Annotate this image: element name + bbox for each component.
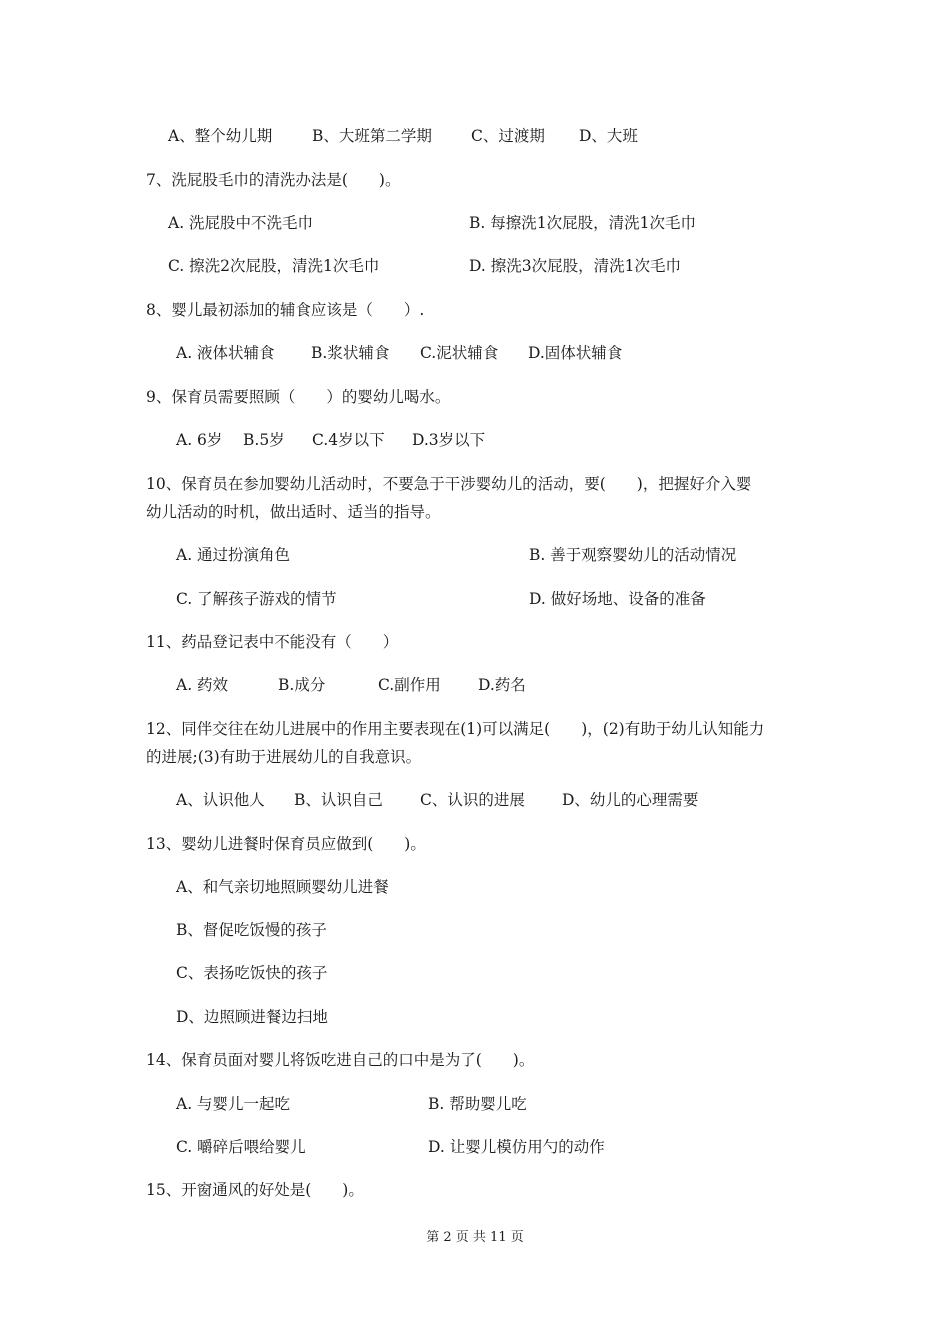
q13-option-a: A、和气亲切地照顾婴幼儿进餐 (176, 878, 389, 896)
q9-option-c: C.4岁以下 (312, 431, 385, 449)
q12-stem-line1: 12、同伴交往在幼儿进展中的作用主要表现在(1)可以满足( )，(2)有助于幼儿认知能力 (146, 720, 765, 738)
q8-option-a: A. 液体状辅食 (176, 344, 275, 362)
page-number-footer: 第 2 页 共 11 页 (426, 1230, 524, 1245)
q10-option-d: D. 做好场地、设备的准备 (529, 590, 706, 608)
q6-option-d: D、大班 (579, 127, 638, 145)
q15-stem: 15、开窗通风的好处是( )。 (146, 1181, 364, 1199)
q14-option-c: C. 嚼碎后喂给婴儿 (176, 1138, 306, 1156)
q9-option-a: A. 6岁 (176, 431, 223, 449)
q10-stem-line2: 幼儿活动的时机，做出适时、适当的指导。 (146, 503, 441, 521)
q12-option-d: D、幼儿的心理需要 (562, 791, 699, 809)
q13-stem: 13、婴幼儿进餐时保育员应做到( )。 (146, 835, 426, 853)
q14-stem: 14、保育员面对婴儿将饭吃进自己的口中是为了( )。 (146, 1051, 535, 1069)
q12-option-b: B、认识自己 (294, 791, 383, 809)
q9-stem: 9、保育员需要照顾（ ）的婴幼儿喝水。 (146, 388, 451, 406)
q8-option-c: C.泥状辅食 (420, 344, 499, 362)
q11-option-d: D.药名 (478, 676, 526, 694)
q11-option-b: B.成分 (278, 676, 326, 694)
q6-option-a: A、整个幼儿期 (168, 127, 273, 145)
q14-option-a: A. 与婴儿一起吃 (176, 1095, 291, 1113)
q6-option-c: C、过渡期 (471, 127, 545, 145)
q12-option-c: C、认识的进展 (420, 791, 525, 809)
q12-stem-line2: 的进展;(3)有助于进展幼儿的自我意识。 (146, 748, 422, 766)
q10-option-a: A. 通过扮演角色 (176, 546, 291, 564)
q7-option-a: A. 洗屁股中不洗毛巾 (168, 214, 314, 232)
q7-option-d: D. 擦洗3次屁股，清洗1次毛巾 (469, 257, 681, 275)
q9-option-d: D.3岁以下 (412, 431, 486, 449)
q10-option-c: C. 了解孩子游戏的情节 (176, 590, 337, 608)
q10-stem-line1: 10、保育员在参加婴幼儿活动时，不要急于干涉婴幼儿的活动，要( )，把握好介入婴 (146, 475, 752, 493)
q10-option-b: B. 善于观察婴幼儿的活动情况 (529, 546, 737, 564)
q12-option-a: A、认识他人 (176, 791, 265, 809)
q8-option-b: B.浆状辅食 (311, 344, 390, 362)
q7-option-b: B. 每擦洗1次屁股，清洗1次毛巾 (469, 214, 696, 232)
q14-option-d: D. 让婴儿模仿用勺的动作 (428, 1138, 605, 1156)
q14-option-b: B. 帮助婴儿吃 (428, 1095, 527, 1113)
q7-stem: 7、洗屁股毛巾的清洗办法是( )。 (146, 171, 401, 189)
q9-option-b: B.5岁 (243, 431, 285, 449)
q6-option-b: B、大班第二学期 (312, 127, 432, 145)
q13-option-c: C、表扬吃饭快的孩子 (176, 964, 328, 982)
q8-stem: 8、婴儿最初添加的辅食应该是（ ）. (146, 301, 425, 319)
q11-option-c: C.副作用 (378, 676, 441, 694)
q13-option-b: B、督促吃饭慢的孩子 (176, 921, 327, 939)
q11-option-a: A. 药效 (176, 676, 229, 694)
q8-option-d: D.固体状辅食 (528, 344, 623, 362)
q7-option-c: C. 擦洗2次屁股，清洗1次毛巾 (168, 257, 380, 275)
q11-stem: 11、药品登记表中不能没有（ ） (146, 633, 399, 651)
q13-option-d: D、边照顾进餐边扫地 (176, 1008, 328, 1026)
